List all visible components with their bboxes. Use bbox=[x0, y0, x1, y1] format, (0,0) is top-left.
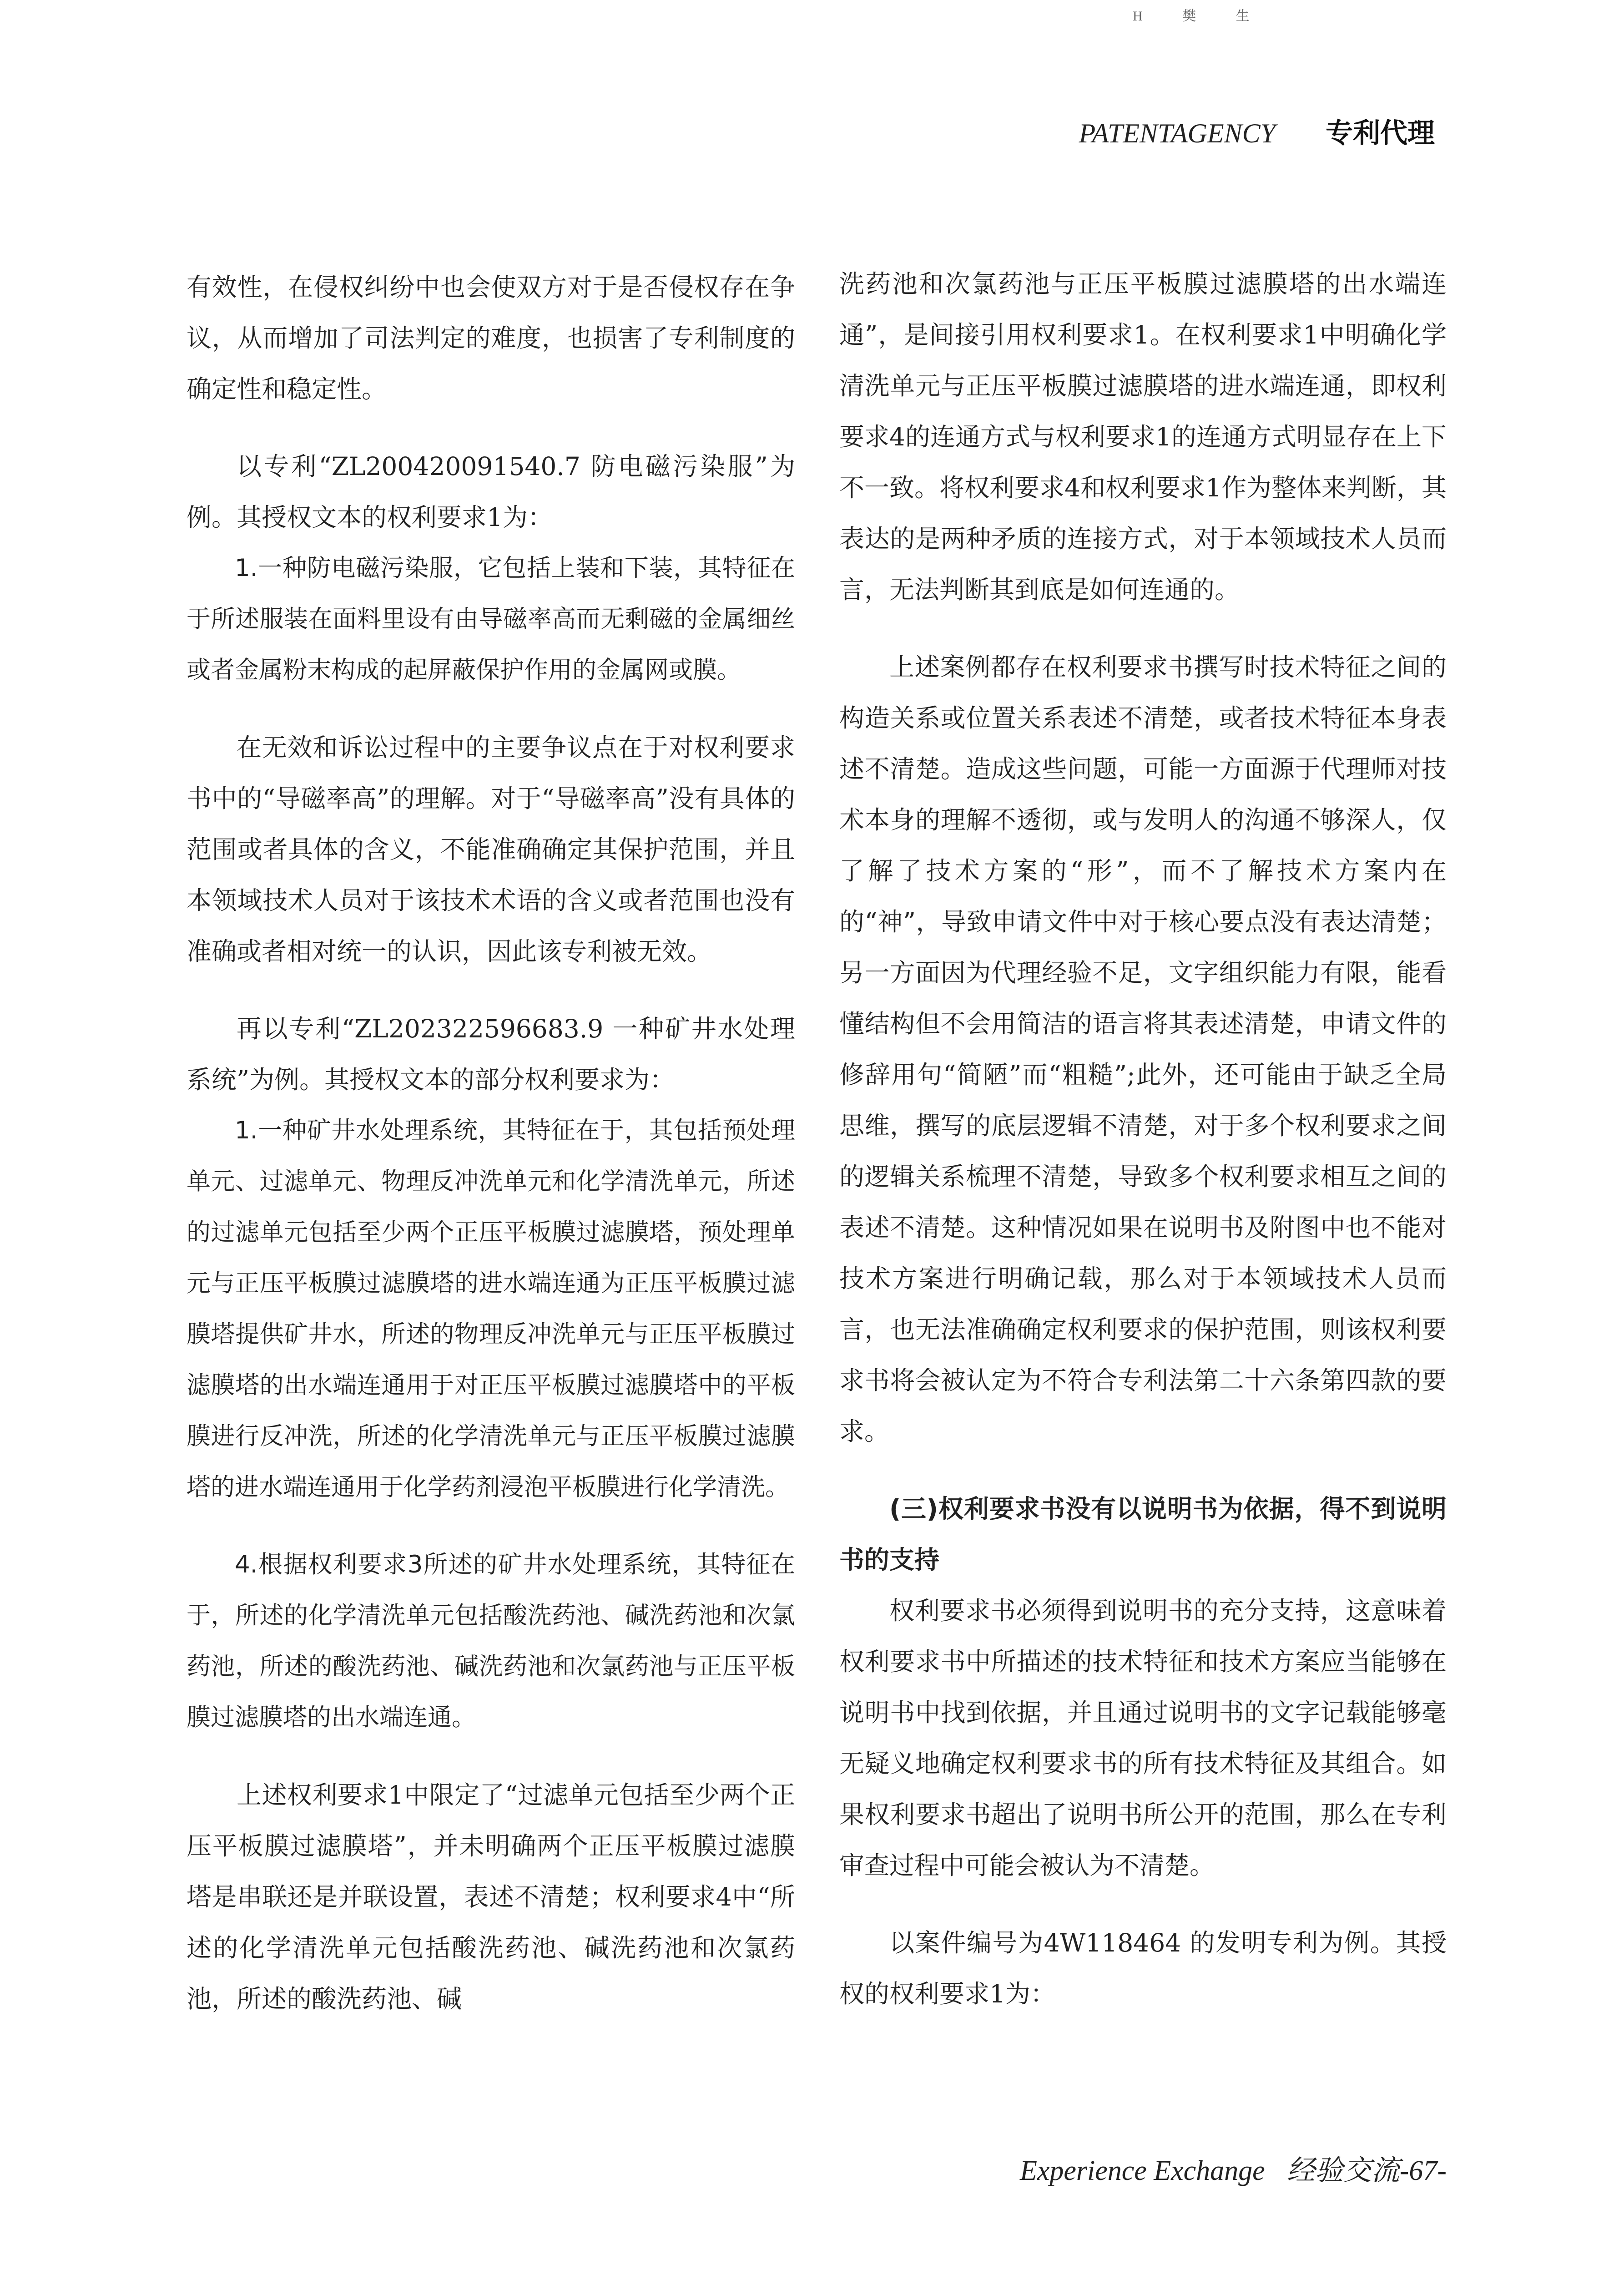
left-paragraph-4: 再以专利“ZL202322596683.9 一种矿井水处理系统”为例。其授权文本的部分权利要求为： bbox=[187, 1014, 795, 1094]
left-paragraph-5: 上述权利要求1中限定了“过滤单元包括至少两个正压平板膜过滤膜塔”，并未明确两个正压平板膜过滤膜塔是串联还是并联设置，表述不清楚；权利要求4中“所述的化学清洗单元包括酸洗药池、碱洗药池和次氯药池，所述的酸洗药池、碱 bbox=[187, 1780, 795, 2013]
left-paragraph-2: 以专利“ZL200420091540.7 防电磁污染服”为例。其授权文本的权利要求1为： bbox=[187, 452, 795, 532]
header-chinese-title: 专利代理 bbox=[1326, 117, 1435, 149]
claim-quote-1: 1.一种防电磁污染服，它包括上装和下装，其特征在于所述服装在面料里设有由导磁率高而无剩磁的金属细丝或者金属粉末构成的起屏蔽保护作用的金属网或膜。 bbox=[187, 554, 795, 684]
header-english-title: PATENTAGENCY bbox=[1079, 118, 1276, 148]
footer-english-title: Experience Exchange bbox=[1019, 2155, 1265, 2186]
left-paragraph-3: 在无效和诉讼过程中的主要争议点在于对权利要求书中的“导磁率高”的理解。对于“导磁率高”没有具体的范围或者具体的含义，不能准确确定其保护范围，并且本领域技术人员对于该技术术语的含义或者范围也没有准确或者相对统一的认识，因此该专利被无效。 bbox=[187, 733, 795, 966]
right-column bbox=[839, 258, 1447, 2019]
right-paragraph-3: 权利要求书必须得到说明书的充分支持，这意味着权利要求书中所描述的技术特征和技术方案应当能够在说明书中找到依据，并且通过说明书的文字记载能够毫无疑义地确定权利要求书的所有技术特征及其组合。如果权利要求书超出了说明书所公开的范围，那么在专利审查过程中可能会被认为不清楚。 bbox=[839, 1596, 1447, 1880]
page-top-mark: H 樊 生 bbox=[1133, 9, 1268, 24]
running-header bbox=[1079, 111, 1435, 151]
footer-chinese-title-page-number: 经验交流-67- bbox=[1286, 2155, 1447, 2186]
right-paragraph-1: 洗药池和次氯药池与正压平板膜过滤膜塔的出水端连通”，是间接引用权利要求1。在权利要求1中明确化学清洗单元与正压平板膜过滤膜塔的进水端连通，即权利要求4的连通方式与权利要求1的连通方式明显存在上下不一致。将权利要求4和权利要求1作为整体来判断，其表达的是两种矛质的连接方式，对于本领域技术人员而言，无法判断其到底是如何连通的。 bbox=[839, 269, 1447, 604]
right-paragraph-2: 上述案例都存在权利要求书撰写时技术特征之间的构造关系或位置关系表述不清楚，或者技术特征本身表述不清楚。造成这些问题，可能一方面源于代理师对技术本身的理解不透彻，或与发明人的沟通不够深人，仅了解了技术方案的“形”，而不了解技术方案内在的“神”，导致申请文件中对于核心要点没有表达清楚；另一方面因为代理经验不足，文字组织能力有限，能看懂结构但不会用简洁的语言将其表述清楚，申请文件的修辞用句“简陋”而“粗糙”;此外，还可能由于缺乏全局思维，撰写的底层逻辑不清楚，对于多个权利要求之间的逻辑关系梳理不清楚，导致多个权利要求相互之间的表述不清楚。这种情况如果在说明书及附图中也不能对技术方案进行明确记载，那么对于本领域技术人员而言，也无法准确确定权利要求的保护范围，则该权利要求书将会被认定为不符合专利法第二十六条第四款的要求。 bbox=[839, 652, 1447, 1446]
left-paragraph-1: 有效性，在侵权纠纷中也会使双方对于是否侵权存在争议，从而增加了司法判定的难度，也损害了专利制度的确定性和稳定性。 bbox=[187, 273, 795, 404]
running-footer bbox=[1020, 2148, 1447, 2188]
right-paragraph-4: 以案件编号为4W118464 的发明专利为例。其授权的权利要求1为： bbox=[839, 1928, 1447, 2008]
claim-quote-3: 4.根据权利要求3所述的矿井水处理系统，其特征在于，所述的化学清洗单元包括酸洗药池、碱洗药池和次氯药池，所述的酸洗药池、碱洗药池和次氯药池与正压平板膜过滤膜塔的出水端连通。 bbox=[187, 1551, 795, 1731]
left-column bbox=[187, 262, 795, 2024]
section-heading: (三)权利要求书没有以说明书为依据，得不到说明书的支持 bbox=[839, 1494, 1447, 1574]
claim-quote-2: 1.一种矿井水处理系统，其特征在于，其包括预处理单元、过滤单元、物理反冲洗单元和化学清洗单元，所述的过滤单元包括至少两个正压平板膜过滤膜塔，预处理单元与正压平板膜过滤膜塔的进水端连通为正压平板膜过滤膜塔提供矿井水，所述的物理反冲洗单元与正压平板膜过滤膜塔的出水端连通用于对正压平板膜过滤膜塔中的平板膜进行反冲洗，所述的化学清洗单元与正压平板膜过滤膜塔的进水端连通用于化学药剂浸泡平板膜进行化学清洗。 bbox=[187, 1117, 795, 1501]
